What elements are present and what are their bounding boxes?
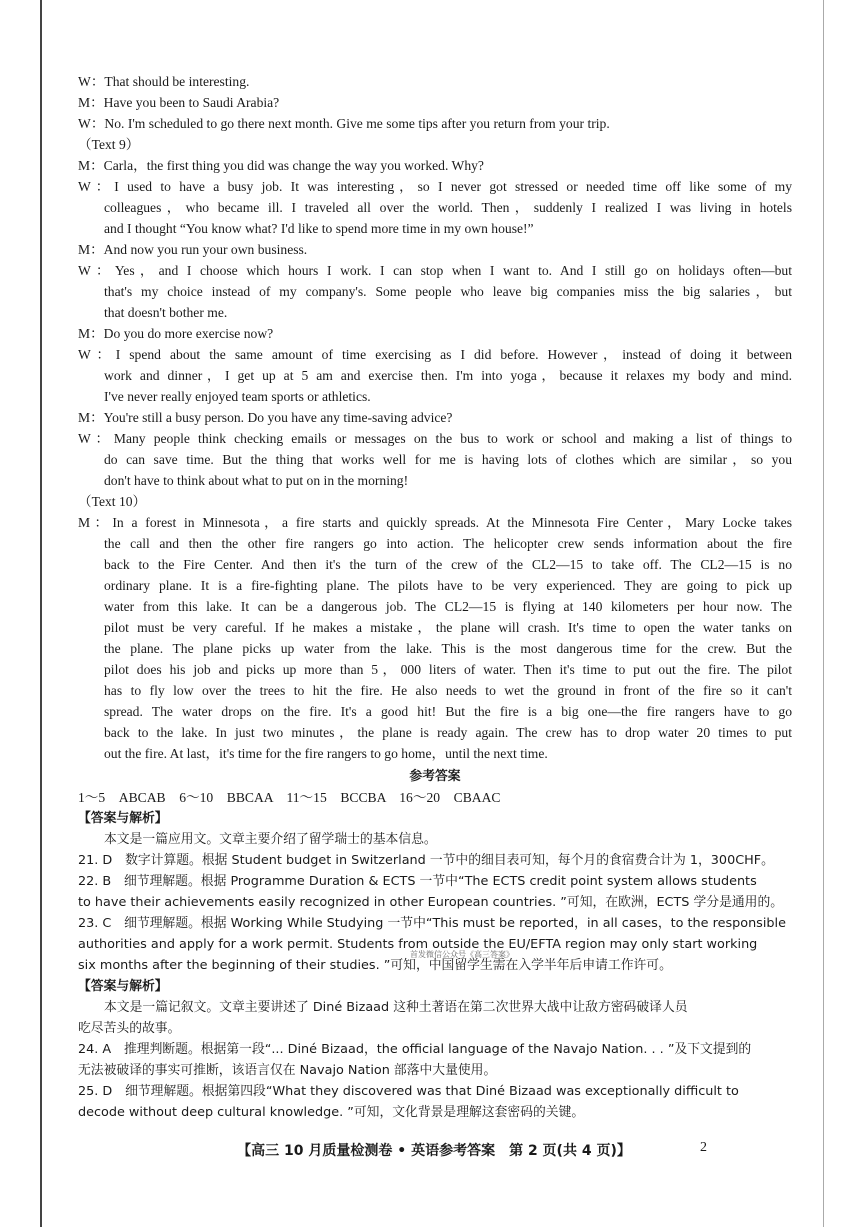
analysis-line: 25. D 细节理解题。根据第四段“What they discovered was that Diné Bizaad was exceptionally difficult to xyxy=(78,1084,739,1099)
dialogue-line: W：I spend about the same amount of time exercising as I did before. However，instead of doing it between xyxy=(78,347,792,362)
dialogue-line: colleagues，who became ill. I traveled all over the world. Then，suddenly I realized I was living in hotels xyxy=(104,200,792,215)
dialogue-line: W：Many people think checking emails or messages on the bus to work or school and making a list of things to xyxy=(78,431,792,446)
dialogue-line: don't have to think about what to put on in the morning! xyxy=(104,473,409,488)
section-label: （Text 10） xyxy=(78,494,147,509)
dialogue-line: M：In a forest in Minnesota，a fire starts and quickly spreads. At the Minnesota Fire Center，Mary Locke takes xyxy=(78,515,792,530)
dialogue-line: that doesn't bother me. xyxy=(104,305,228,320)
section-label: （Text 9） xyxy=(78,137,140,152)
dialogue-line: M：You're still a busy person. Do you have any time-saving advice? xyxy=(78,410,453,425)
dialogue-line: out the fire. At last，it's time for the fire rangers to go home，until the next time. xyxy=(104,746,548,761)
analysis-line: 本文是一篇记叙文。文章主要讲述了 Diné Bizaad 这种土著语在第二次世界大战中让敌方密码破译人员 xyxy=(104,1000,688,1015)
analysis-line: 23. C 细节理解题。根据 Working While Studying 一节中“This must be reported，in all cases，to the responsible xyxy=(78,916,786,931)
analysis-line: authorities and apply for a work permit. Students from outside the EU/EFTA region may only start working xyxy=(78,937,758,952)
dialogue-line: do can save time. But the thing that works well for me is having lots of clothes which are similar，so you xyxy=(104,452,792,467)
dialogue-line: M：Carla，the first thing you did was change the way you worked. Why? xyxy=(78,158,484,173)
analysis-line: decode without deep cultural knowledge. ”可知，文化背景是理解这套密码的关键。 xyxy=(78,1105,585,1120)
analysis-line: 无法被破译的事实可推断，该语言仅在 Navajo Nation 部落中大量使用。 xyxy=(78,1063,497,1078)
analysis-line: 21. D 数字计算题。根据 Student budget in Switzerland 一节中的细目表可知，每个月的食宿费合计为 1，300CHF。 xyxy=(78,853,774,868)
dialogue-line: and I thought “You know what? I'd like to spend more time in my own house!” xyxy=(104,221,534,236)
dialogue-line: pilot must be very careful. If he makes a mistake，the plane will crash. It's time to open the water tanks on xyxy=(104,620,792,635)
analysis-line: 24. A 推理判断题。根据第一段“... Diné Bizaad，the official language of the Navajo Nation. . . ”及下文提到的 xyxy=(78,1042,752,1057)
dialogue-line: the call and then the other fire rangers go into action. The helicopter crew sends information about the fire xyxy=(104,536,792,551)
page-number: 2 xyxy=(700,1140,707,1155)
analysis-line: six months after the beginning of their studies. ”可知，中国留学生需在入学半年后申请工作许可。 xyxy=(78,958,672,973)
dialogue-line: has to fly low over the trees to hit the fire. He also needs to wet the ground in front of the fire so it can't xyxy=(104,683,792,698)
analysis-line: to have their achievements easily recognized in other European countries. ”可知，在欧洲，ECTS 学分是通用的。 xyxy=(78,895,784,910)
answer-heading: 参考答案 xyxy=(409,769,461,784)
page-footer: 【高三 10 月质量检测卷 • 英语参考答案 第 2 页(共 4 页)】 xyxy=(237,1143,631,1159)
dialogue-line: W：Yes，and I choose which hours I work. I can stop when I want to. And I still go on holidays often—but xyxy=(78,263,792,278)
dialogue-line: W：That should be interesting. xyxy=(78,74,250,89)
dialogue-line: back to the Fire Center. And then it's the turn of the crew of the CL2—15 to take off. The CL2—15 is no xyxy=(104,557,792,572)
dialogue-line: water from this lake. It can be a dangerous job. The CL2—15 is flying at 140 kilometers per hour now. The xyxy=(104,599,792,614)
dialogue-line: M：And now you run your own business. xyxy=(78,242,308,257)
analysis-heading: 【答案与解析】 xyxy=(78,811,168,826)
dialogue-line: pilot does his job and picks up more than 5，000 liters of water. Then it's time to put out the fire. The pilot xyxy=(104,662,792,677)
watermark-text: 首发微信公众号《高三答案》 xyxy=(410,950,514,959)
dialogue-line: work and dinner，I get up at 5 am and exercise then. I'm into yoga，because it relaxes my body and mind. xyxy=(104,368,792,383)
dialogue-line: M：Do you do more exercise now? xyxy=(78,326,274,341)
dialogue-line: that's my choice instead of my company's. Some people who leave big companies miss the big salaries，but xyxy=(104,284,792,299)
dialogue-line: back to the lake. In just two minutes，the plane is ready again. The crew has to drop water 20 times to put xyxy=(104,725,792,740)
analysis-line: 本文是一篇应用文。文章主要介绍了留学瑞士的基本信息。 xyxy=(104,832,437,847)
dialogue-line: spread. The water drops on the fire. It's a good hit! But the fire is a big one—the fire rangers have to go xyxy=(104,704,792,719)
dialogue-line: M：Have you been to Saudi Arabia? xyxy=(78,95,280,110)
analysis-line: 吃尽苦头的故事。 xyxy=(78,1021,181,1036)
dialogue-line: W：I used to have a busy job. It was interesting，so I never got stressed or needed time off like some of my xyxy=(78,179,792,194)
dialogue-line: I've never really enjoyed team sports or athletics. xyxy=(104,389,371,404)
dialogue-line: W：No. I'm scheduled to go there next month. Give me some tips after you return from your trip. xyxy=(78,116,610,131)
answer-key: 1～5 ABCAB 6～10 BBCAA 11～15 BCCBA 16～20 CBAAC xyxy=(78,790,501,805)
dialogue-line: the plane. The plane picks up water from the lake. This is the most dangerous time for the crew. But the xyxy=(104,641,792,656)
analysis-line: 22. B 细节理解题。根据 Programme Duration & ECTS 一节中“The ECTS credit point system allows students xyxy=(78,874,757,889)
dialogue-line: ordinary plane. It is a fire-fighting plane. The pilots have to be very experienced. They are going to pick up xyxy=(104,578,792,593)
analysis-heading: 【答案与解析】 xyxy=(78,979,168,994)
